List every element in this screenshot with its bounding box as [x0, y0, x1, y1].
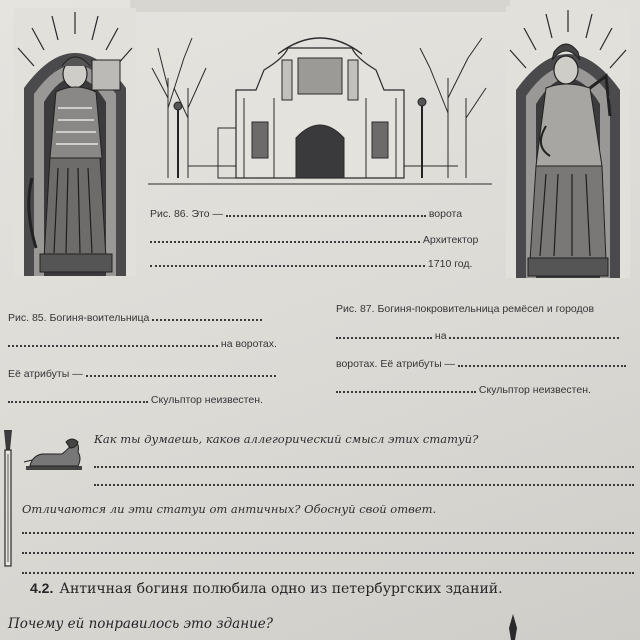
pen-tip-icon [508, 614, 518, 640]
fig85-gate-line [8, 336, 277, 351]
fill-in-dots[interactable] [8, 336, 218, 347]
question-allegorical: Как ты думаешь, каков аллегорический смысл этих статуй? [94, 432, 479, 446]
fig86-caption-line [150, 206, 462, 221]
answer-dotted-line[interactable] [94, 466, 634, 468]
fig87-sculptor-line [336, 382, 591, 397]
task-text: Античная богиня полюбила одно из петербургских зданий. [59, 581, 503, 597]
previous-page-strip [130, 0, 510, 12]
fill-in-dots[interactable] [152, 310, 262, 321]
fig85-sculptor-line [8, 392, 263, 407]
fig86-year-line [150, 256, 472, 271]
statue-warrior-goddess-illustration [14, 8, 136, 276]
fig85-sculptor: Скульптор неизвестен. [150, 394, 263, 406]
fig87-gate-attr: воротах. Её атрибуты — [336, 358, 456, 370]
fill-in-dots[interactable] [8, 392, 148, 403]
fig86-label: Рис. 86. Это — [150, 208, 223, 220]
fill-in-dots[interactable] [336, 382, 476, 393]
answer-dotted-line[interactable] [94, 484, 634, 486]
fig85-on-gate: на воротах. [220, 338, 277, 350]
answer-dotted-line[interactable] [22, 552, 634, 554]
fill-in-dots[interactable] [458, 356, 626, 367]
fill-in-dots[interactable] [449, 328, 619, 339]
fig86-architect-line [150, 232, 478, 247]
fig86-year: 1710 год. [427, 258, 473, 270]
fill-in-dots[interactable] [150, 256, 425, 267]
petrovsky-gate-illustration [148, 18, 492, 198]
fig85-attributes: Её атрибуты — [8, 368, 83, 380]
fig87-caption-line [336, 302, 594, 316]
answer-dotted-line[interactable] [22, 532, 634, 534]
question-compare-antique: Отличаются ли эти статуи от античных? Обоснуй свой ответ. [22, 502, 437, 516]
fig85-label: Рис. 85. Богиня-воительница [8, 312, 150, 324]
statue-patron-goddess-illustration [506, 6, 630, 278]
fig87-on: на [434, 330, 447, 342]
sphinx-lion-icon [22, 436, 86, 470]
pen-icon [0, 428, 16, 568]
fig87-attributes-line [336, 356, 626, 371]
fig87-label: Рис. 87. Богиня-покровительница ремёсел и городов [336, 303, 595, 315]
fill-in-dots[interactable] [86, 366, 276, 377]
fig85-attributes-line [8, 366, 276, 381]
fill-in-dots[interactable] [150, 232, 420, 243]
task-number: 4.2. [30, 580, 54, 596]
fill-in-dots[interactable] [226, 206, 426, 217]
task-question: Почему ей понравилось это здание? [8, 616, 274, 632]
fig87-on-line [336, 328, 619, 343]
fig86-gate-word: ворота [428, 208, 463, 220]
fill-in-dots[interactable] [336, 328, 432, 339]
answer-dotted-line[interactable] [22, 572, 634, 574]
fig87-sculptor: Скульптор неизвестен. [478, 384, 591, 396]
fig86-architect-label: Архитектор [422, 234, 479, 246]
task-4-2 [30, 580, 503, 597]
fig85-caption-line [8, 310, 262, 325]
